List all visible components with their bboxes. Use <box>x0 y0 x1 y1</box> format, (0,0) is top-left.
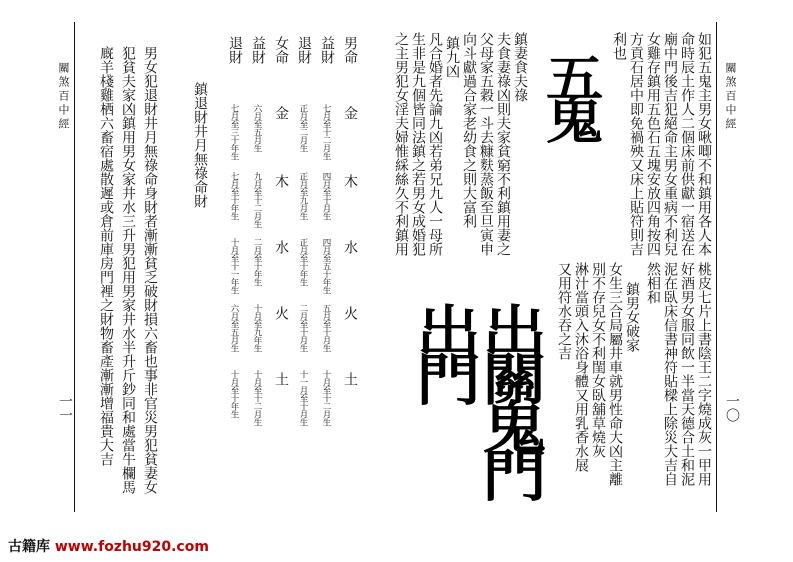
cell-r4-c4: 十月至九年生 <box>252 304 262 352</box>
site-name: 古籍库 <box>8 539 50 555</box>
left-text-col-3: 廐羊棧雞栖六畜宿處散遲或倉前庫房門裡之財物畜產漸漸增福貴大吉 <box>98 46 114 466</box>
cell-r2-c4: 二月至十月生 <box>298 304 308 352</box>
stamp-five-ghosts: 五鬼 <box>536 52 605 136</box>
cell-r4-c3: 二月至十年生 <box>252 238 262 286</box>
right-text-col-3: 廟中門後吉犯絕命主男女重病不利兒 <box>662 32 678 256</box>
right-text-col-7: 鎮妻食夫祿 <box>512 32 528 102</box>
right-text-col-15: 桃皮七片上書陰王二字燒成灰一甲用 <box>696 262 712 486</box>
row-header-female: 女命 <box>273 36 289 64</box>
left-text-col-1: 男女犯退財井月無祿命身財者漸漸貧乏破財損六畜也事非官災男犯貧妻女 <box>142 46 158 494</box>
cell-r5-c4: 六月至五月生 <box>229 304 239 352</box>
right-text-col-18: 然相和 <box>645 262 661 304</box>
right-margin-title: 關煞百中經 <box>724 62 737 132</box>
right-text-col-9: 父母家五穀一斗去糠麩蒸飯至旦寅申 <box>478 32 494 256</box>
right-text-col-4: 女雞存鎮用五色石五塊安放四角按四 <box>645 32 661 256</box>
right-text-col-19: 鎮男女破家 <box>624 282 640 352</box>
right-text-col-12: 凡合婚者先論九凶若弟兄九人一母所 <box>427 32 443 256</box>
right-text-col-16: 好酒男女服同飲一半當天德合土和泥 <box>679 262 695 486</box>
left-text-col-2: 犯貧夫家凶鎮用男女家井水三升男犯用男家井水半升斤鈔同和處當牛欄馬 <box>120 46 136 494</box>
cell-r1-c1: 七月至十二月生 <box>321 104 331 160</box>
male-water: 水 <box>342 240 358 254</box>
cell-r1-c2: 四月至十月生 <box>321 172 331 220</box>
row-header-gain-2: 益財 <box>250 36 266 64</box>
right-text-col-2: 命時辰土作人二個床前供獻一宿送在 <box>679 32 695 256</box>
right-text-col-8: 夫食妻祿凶則夫家貧窮不利鎮用妻之 <box>495 32 511 256</box>
right-text-col-20: 女生三合局屬井車就男性命大凶主離 <box>607 262 623 486</box>
right-margin-rule <box>716 22 717 512</box>
right-text-col-13: 生非是九個皆同法鎮之若男女成婚犯 <box>410 32 426 256</box>
female-fire: 火 <box>273 306 289 320</box>
female-water: 水 <box>273 240 289 254</box>
row-header-male: 男命 <box>342 36 358 64</box>
right-text-col-11: 鎮九凶 <box>444 36 460 78</box>
cell-r2-c2: 正月至九月生 <box>298 172 308 220</box>
right-text-col-22: 淋汁當頭入沐浴身體又用乳香水展 <box>573 262 589 472</box>
male-earth: 土 <box>342 372 358 386</box>
male-wood: 木 <box>342 174 358 188</box>
right-page <box>393 22 740 512</box>
row-header-gain-1: 益財 <box>319 36 335 64</box>
cell-r5-c5: 十月至十年生 <box>229 370 239 418</box>
cell-r2-c5: 十一月至十月生 <box>298 370 308 426</box>
cell-r4-c2: 九月至十二月生 <box>252 172 262 228</box>
right-text-col-23: 又用符水吞之吉 <box>556 262 572 360</box>
stamp-gate-ghost: 出關鬼門 <box>472 302 548 494</box>
cell-r2-c3: 正月至十年生 <box>298 238 308 286</box>
right-text-col-14: 之主男犯女淫夫婦惟綵絲久不利鎮用 <box>393 32 409 256</box>
female-metal: 金 <box>273 106 289 120</box>
male-fire: 火 <box>342 306 358 320</box>
left-margin-title: 關煞百中經 <box>57 62 70 132</box>
female-earth: 土 <box>273 372 289 386</box>
cell-r4-c1: 六月至五月生 <box>252 104 262 152</box>
stamp-gate: 出門 <box>406 302 482 398</box>
cell-r1-c3: 四月至五十年生 <box>321 238 331 294</box>
cell-r5-c3: 十月至十一年生 <box>229 238 239 294</box>
table-title: 鎮退財井月無祿命財 <box>192 82 208 208</box>
left-page <box>52 22 387 512</box>
right-page-number: 一〇 <box>724 394 740 422</box>
cell-r2-c1: 正月至二月生 <box>298 104 308 152</box>
cell-r1-c5: 十月至十二月生 <box>321 370 331 426</box>
right-text-col-17: 泥在臥床信書神符貼樑上除災大吉自 <box>662 262 678 486</box>
left-margin-rule <box>74 22 75 512</box>
cell-r1-c4: 五月至十月生 <box>321 304 331 352</box>
female-wood: 木 <box>273 174 289 188</box>
footer-watermark <box>8 536 209 556</box>
row-header-loss-2: 退財 <box>227 36 243 64</box>
right-text-col-10: 向斗獻過合家老幼食之則大富利 <box>461 32 477 228</box>
row-header-loss-1: 退財 <box>296 36 312 64</box>
cell-r5-c2: 七月至十年生 <box>229 172 239 220</box>
right-text-col-1: 如犯五鬼主男女啾唧不和鎮用各人本 <box>696 32 712 256</box>
cell-r4-c5: 十月至十二月生 <box>252 370 262 426</box>
right-text-col-21: 別不存兒女不利閨女臥舖草燒灰 <box>590 262 606 458</box>
right-text-col-6: 利也 <box>611 32 627 60</box>
site-url[interactable]: www.fozhu920.com <box>54 539 209 555</box>
left-page-number: 一一 <box>57 394 73 422</box>
right-text-col-5: 方貢石居中即免禍殃又床上貼符則吉 <box>628 32 644 256</box>
cell-r5-c1: 七月至三十年生 <box>229 104 239 160</box>
male-metal: 金 <box>342 106 358 120</box>
